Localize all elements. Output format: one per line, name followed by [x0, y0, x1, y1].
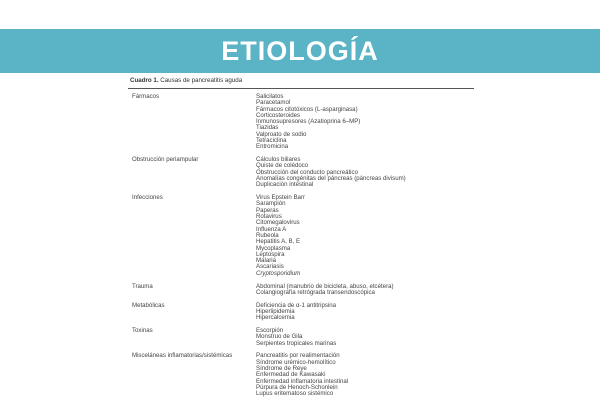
table-caption-number: Cuadro 1.: [130, 77, 159, 84]
cause-item: Duplicación intestinal: [256, 181, 314, 189]
table-caption: [130, 77, 474, 84]
category-label: Metabólicas: [132, 301, 165, 309]
cause-list: [256, 94, 360, 151]
cause-item: Citomegalovirus: [256, 219, 300, 227]
cause-item: Virus Epstein Barr: [256, 194, 305, 202]
table-row: [128, 284, 474, 297]
cause-item: Enfermedad inflamatoria intestinal: [256, 377, 349, 385]
cause-item: Cryptosporidium: [256, 269, 301, 277]
category-label: Toxinas: [132, 327, 153, 334]
cause-item: Malaria: [256, 257, 276, 265]
table-row: [128, 303, 474, 322]
causes-table: [128, 89, 474, 397]
cause-item: Paperas: [256, 206, 279, 214]
cause-item: Púrpura de Henoch-Schonlein: [256, 383, 338, 391]
cause-list: [256, 303, 336, 322]
cause-item: Tetraciclina: [256, 137, 287, 145]
category-label: Infecciones: [132, 194, 163, 202]
cause-item: Deficiencia de α-1 antitripsina: [256, 301, 337, 309]
cause-item: Corticosteroides: [256, 111, 301, 119]
cause-item: Inmunosupresores (Azatioprina 6–MP): [256, 118, 361, 126]
cause-item: Cálculos biliares: [256, 156, 301, 164]
cause-item: Síndrome urémico-hemolítico: [256, 358, 336, 366]
cause-item: Sarampión: [256, 200, 286, 208]
cause-item: Abdominal (manubrio de bicicleta, abuso, etcétera): [256, 282, 394, 290]
table-row: [128, 353, 474, 397]
cause-list: [256, 195, 305, 277]
cause-item: Enfermedad de Kawasaki: [256, 371, 326, 379]
title-banner: [0, 29, 600, 73]
cause-item: Rubeola: [256, 231, 279, 239]
cause-item: Ascariasis: [256, 263, 284, 271]
cause-item: Síndrome de Reye: [256, 364, 307, 372]
cause-item: Entromicina: [256, 143, 289, 151]
cause-item: Hepatitis A, B, E: [256, 238, 301, 246]
table-row: [128, 195, 474, 277]
category-label: Obstrucción periampular: [132, 156, 199, 164]
cause-item: Paracetamol: [256, 99, 291, 107]
cause-list: [256, 157, 406, 188]
table-row: [128, 328, 474, 347]
table-caption-text: Causas de pancreatitis aguda: [158, 77, 243, 84]
cause-list: [256, 284, 394, 297]
category-label: Trauma: [132, 282, 153, 290]
slide-title: ETIOLOGÍA: [221, 35, 379, 66]
cause-list: [256, 328, 336, 347]
cause-item: Obstrucción del conducto pancreático: [256, 168, 358, 176]
cause-item: Colangiografía retrógrada transendoscópica: [256, 288, 375, 296]
category-label: Misceláneas inflamatorias/sistémicas: [132, 352, 233, 360]
cause-item: Escorpión: [256, 327, 284, 334]
cause-item: Lupus eritematoso sistémico: [256, 390, 334, 398]
table-row: [128, 94, 474, 151]
cause-item: Rotavirus: [256, 213, 282, 221]
cause-item: Tiazidas: [256, 124, 279, 132]
cause-item: Leptospira: [256, 250, 285, 258]
cause-item: Monstruo de Gila: [256, 333, 303, 341]
cause-item: Salicilatos: [256, 93, 284, 100]
cause-item: Anomalías congénitas del páncreas (páncreas divisum): [256, 175, 406, 183]
table-document: [128, 77, 474, 400]
cause-item: Influenza A: [256, 225, 287, 233]
cause-item: Valproato de sodio: [256, 130, 307, 138]
cause-item: Quiste de colédoco: [256, 162, 309, 170]
cause-item: Hiperlipidemia: [256, 307, 295, 315]
cause-item: Mycoplasma: [256, 244, 291, 252]
cause-item: Fármacos citotóxicos (L-asparginasa): [256, 105, 358, 113]
cause-item: Hipercalcemia: [256, 314, 295, 322]
category-label: Fármacos: [132, 93, 160, 100]
cause-list: [256, 353, 348, 397]
cause-item: Pancreatitis por realimentación: [256, 352, 340, 360]
table-row: [128, 157, 474, 188]
cause-item: Serpientes tropicales marinas: [256, 339, 337, 347]
